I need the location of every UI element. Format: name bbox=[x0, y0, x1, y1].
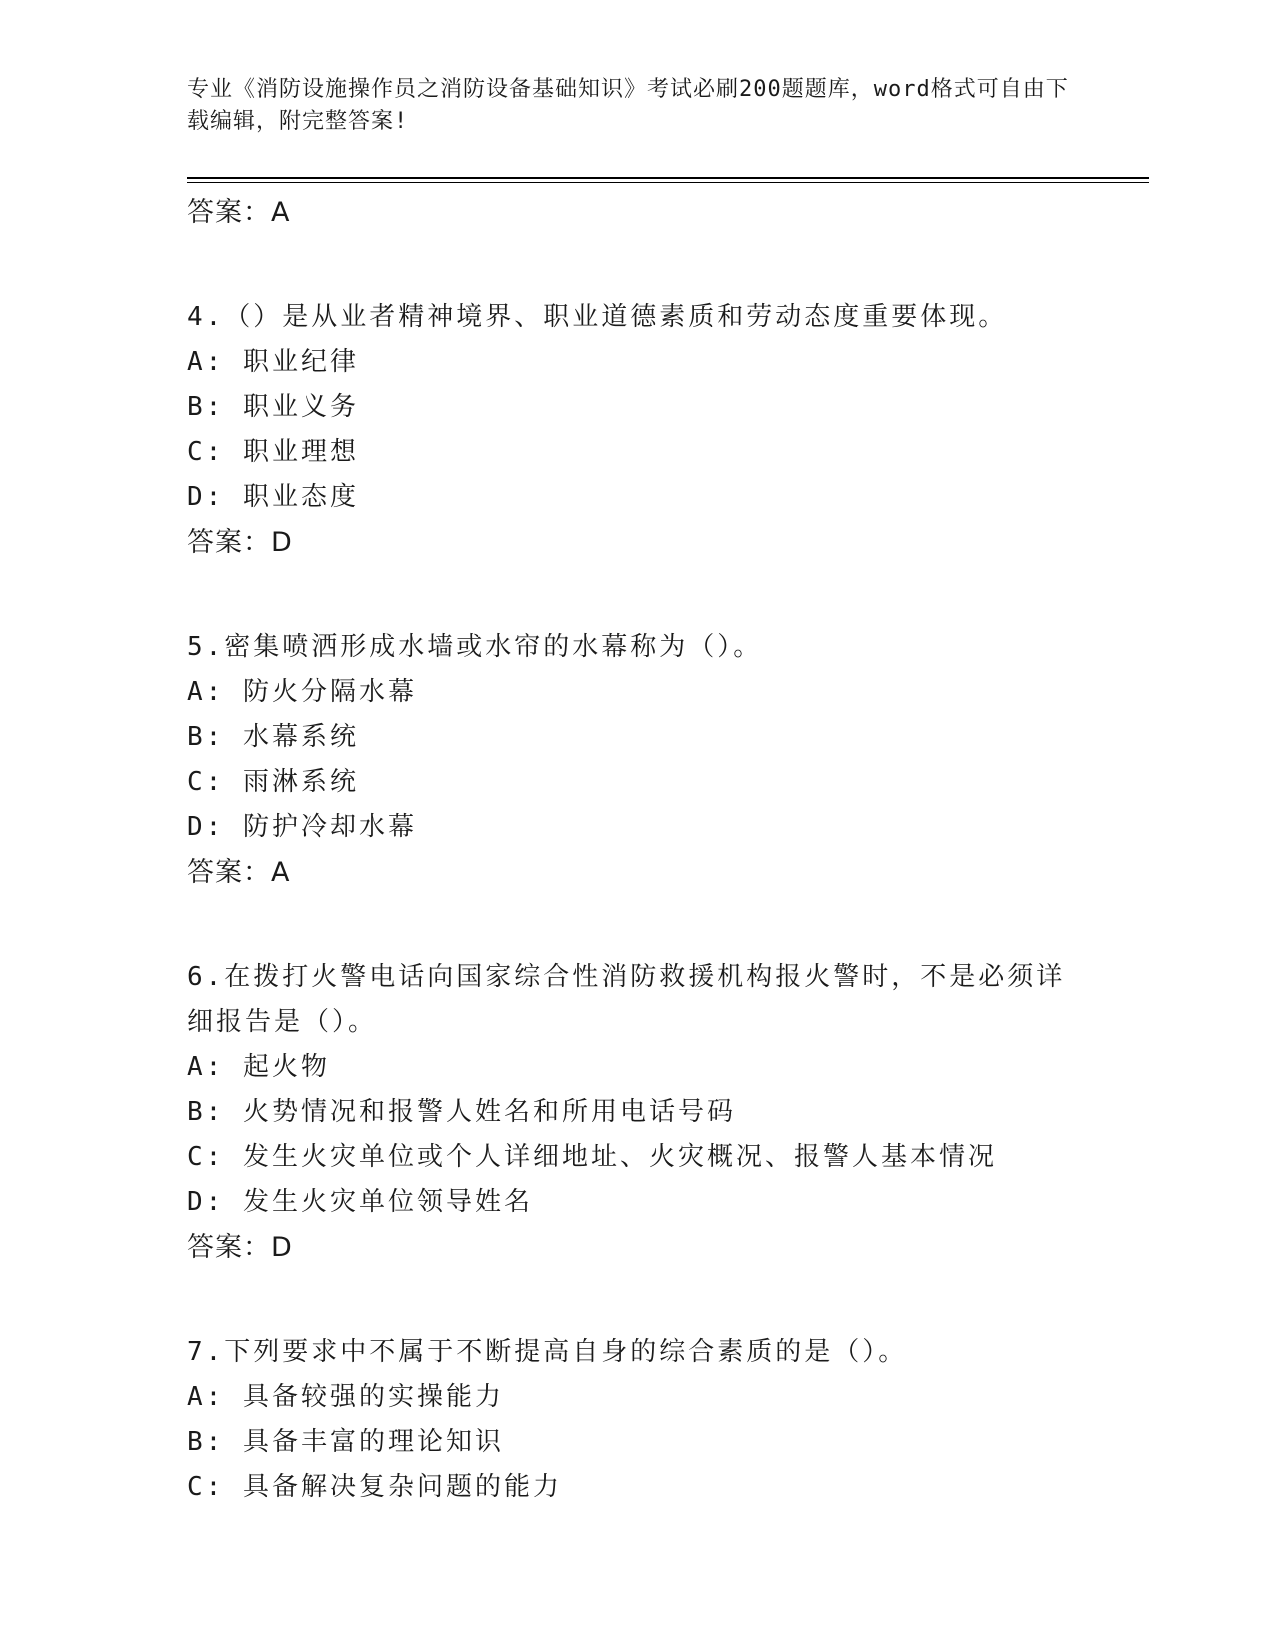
question-text: 5.密集喷洒形成水墙或水帘的水幕称为（）。 bbox=[187, 632, 763, 662]
option-d: D: 发生火灾单位领导姓名 bbox=[187, 1187, 533, 1217]
option-b: B: 职业义务 bbox=[187, 392, 359, 422]
option-d: D: 防护冷却水幕 bbox=[187, 812, 417, 842]
option-c: C: 职业理想 bbox=[187, 437, 359, 467]
answer-line: 答案：D bbox=[187, 527, 293, 558]
question-block bbox=[187, 295, 1087, 565]
answer-line: 答案：D bbox=[187, 1232, 293, 1263]
document-header: 专业《消防设施操作员之消防设备基础知识》考试必刷200题题库，word格式可自由下载编辑，附完整答案! bbox=[187, 77, 1069, 134]
question-list bbox=[187, 190, 1087, 1510]
option-d: D: 职业态度 bbox=[187, 482, 359, 512]
question-text: 7.下列要求中不属于不断提高自身的综合素质的是（）。 bbox=[187, 1337, 908, 1367]
question-block bbox=[187, 1330, 1087, 1510]
question-text: 4.（）是从业者精神境界、职业道德素质和劳动态度重要体现。 bbox=[187, 302, 1008, 332]
option-a: A: 防火分隔水幕 bbox=[187, 677, 417, 707]
option-c: C: 雨淋系统 bbox=[187, 767, 359, 797]
option-b: B: 具备丰富的理论知识 bbox=[187, 1427, 504, 1457]
option-a: A: 具备较强的实操能力 bbox=[187, 1382, 504, 1412]
option-c: C: 具备解决复杂问题的能力 bbox=[187, 1472, 562, 1502]
question-text: 6.在拨打火警电话向国家综合性消防救援机构报火警时，不是必须详细报告是（）。 bbox=[187, 962, 1066, 1037]
header-divider-thin bbox=[187, 182, 1149, 183]
answer-line: 答案：A bbox=[187, 857, 291, 888]
option-b: B: 水幕系统 bbox=[187, 722, 359, 752]
option-a: A: 起火物 bbox=[187, 1052, 330, 1082]
question-block bbox=[187, 955, 1087, 1270]
option-c: C: 发生火灾单位或个人详细地址、火灾概况、报警人基本情况 bbox=[187, 1142, 997, 1172]
header-divider-thick bbox=[187, 177, 1149, 179]
answer-line: 答案：A bbox=[187, 197, 291, 228]
option-b: B: 火势情况和报警人姓名和所用电话号码 bbox=[187, 1097, 736, 1127]
option-a: A: 职业纪律 bbox=[187, 347, 359, 377]
question-block bbox=[187, 625, 1087, 895]
